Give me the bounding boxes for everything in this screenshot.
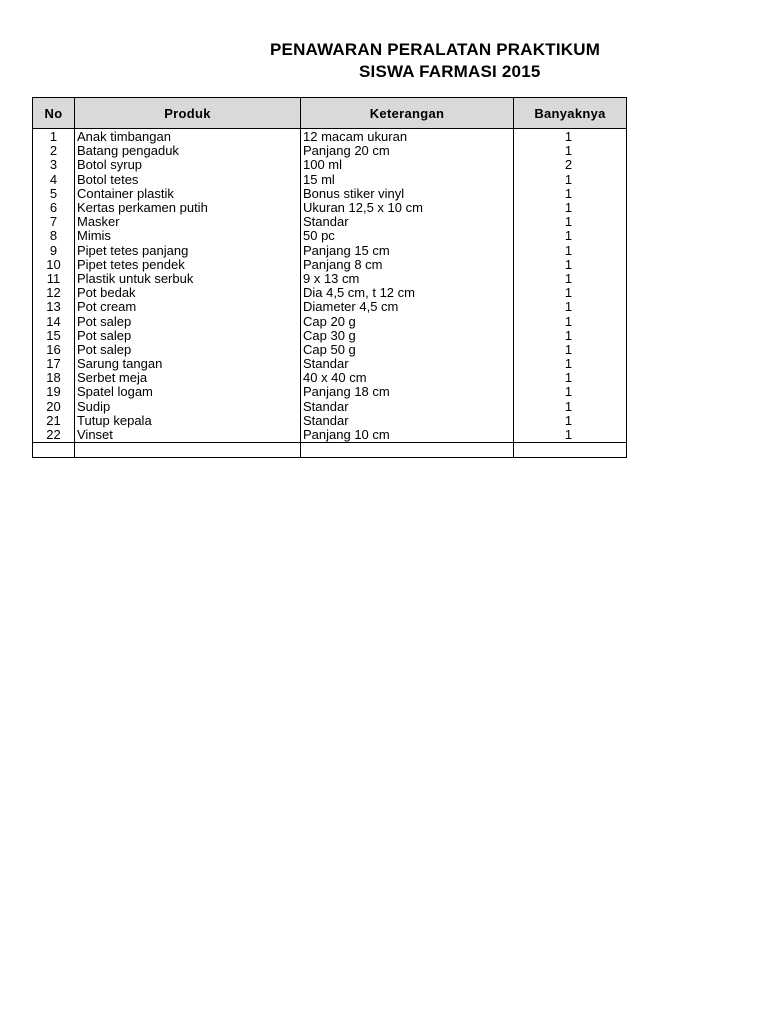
- table-body: [33, 129, 627, 458]
- cell-produk: Pot salep: [75, 314, 301, 328]
- cell-produk: Masker: [75, 215, 301, 229]
- cell-no: 21: [33, 414, 75, 428]
- cell-banyaknya: 1: [514, 428, 627, 443]
- cell-banyaknya: 1: [514, 258, 627, 272]
- cell-produk: Pot salep: [75, 343, 301, 357]
- cell-no: 18: [33, 371, 75, 385]
- cell-banyaknya: 1: [514, 272, 627, 286]
- cell-banyaknya: 1: [514, 371, 627, 385]
- cell-banyaknya: 1: [514, 244, 627, 258]
- cell-produk: Sudip: [75, 400, 301, 414]
- cell-produk: Vinset: [75, 428, 301, 443]
- cell-no: 16: [33, 343, 75, 357]
- cell-produk: Kertas perkamen putih: [75, 201, 301, 215]
- cell-banyaknya: 1: [514, 286, 627, 300]
- cell-no: 17: [33, 357, 75, 371]
- column-header-banyaknya: Banyaknya: [514, 98, 627, 129]
- cell-banyaknya: 1: [514, 414, 627, 428]
- cell-no: 15: [33, 329, 75, 343]
- table-header: [33, 98, 627, 129]
- cell-keterangan: Dia 4,5 cm, t 12 cm: [301, 286, 514, 300]
- table-cell: [33, 443, 75, 458]
- table-row: [33, 329, 627, 343]
- cell-no: 6: [33, 201, 75, 215]
- column-header-no: No: [33, 98, 75, 129]
- table-row: [33, 144, 627, 158]
- cell-keterangan: Cap 20 g: [301, 314, 514, 328]
- product-table: [32, 97, 627, 458]
- cell-produk: Pot cream: [75, 300, 301, 314]
- cell-keterangan: Standar: [301, 400, 514, 414]
- cell-produk: Spatel logam: [75, 385, 301, 399]
- cell-keterangan: 50 pc: [301, 229, 514, 243]
- cell-banyaknya: 1: [514, 129, 627, 145]
- title-line-1: PENAWARAN PERALATAN PRAKTIKUM: [270, 40, 601, 59]
- cell-banyaknya: 1: [514, 300, 627, 314]
- cell-no: 20: [33, 400, 75, 414]
- blank-row: [33, 443, 627, 458]
- table-row: [33, 158, 627, 172]
- cell-produk: Anak timbangan: [75, 129, 301, 145]
- cell-produk: Mimis: [75, 229, 301, 243]
- cell-produk: Botol tetes: [75, 173, 301, 187]
- cell-no: 9: [33, 244, 75, 258]
- table-cell: [514, 443, 627, 458]
- table-row: [33, 428, 627, 443]
- header-row: [33, 98, 627, 129]
- cell-keterangan: 12 macam ukuran: [301, 129, 514, 145]
- cell-produk: Tutup kepala: [75, 414, 301, 428]
- table-row: [33, 314, 627, 328]
- table-row: [33, 414, 627, 428]
- cell-keterangan: Panjang 10 cm: [301, 428, 514, 443]
- cell-produk: Pipet tetes panjang: [75, 244, 301, 258]
- table-row: [33, 343, 627, 357]
- cell-banyaknya: 1: [514, 144, 627, 158]
- cell-banyaknya: 1: [514, 187, 627, 201]
- cell-keterangan: Diameter 4,5 cm: [301, 300, 514, 314]
- cell-keterangan: Panjang 20 cm: [301, 144, 514, 158]
- cell-no: 5: [33, 187, 75, 201]
- cell-banyaknya: 2: [514, 158, 627, 172]
- table-row: [33, 215, 627, 229]
- table-row: [33, 300, 627, 314]
- table-cell: [301, 443, 514, 458]
- cell-banyaknya: 1: [514, 201, 627, 215]
- cell-banyaknya: 1: [514, 343, 627, 357]
- cell-produk: Sarung tangan: [75, 357, 301, 371]
- table-cell: [75, 443, 301, 458]
- cell-produk: Pot bedak: [75, 286, 301, 300]
- cell-no: 10: [33, 258, 75, 272]
- cell-no: 14: [33, 314, 75, 328]
- cell-no: 12: [33, 286, 75, 300]
- cell-no: 8: [33, 229, 75, 243]
- cell-keterangan: Bonus stiker vinyl: [301, 187, 514, 201]
- cell-banyaknya: 1: [514, 229, 627, 243]
- cell-keterangan: Panjang 15 cm: [301, 244, 514, 258]
- cell-no: 2: [33, 144, 75, 158]
- cell-no: 7: [33, 215, 75, 229]
- table-row: [33, 400, 627, 414]
- cell-keterangan: 15 ml: [301, 173, 514, 187]
- cell-produk: Container plastik: [75, 187, 301, 201]
- cell-banyaknya: 1: [514, 329, 627, 343]
- table-row: [33, 258, 627, 272]
- cell-keterangan: Standar: [301, 215, 514, 229]
- table-row: [33, 229, 627, 243]
- cell-banyaknya: 1: [514, 385, 627, 399]
- table-row: [33, 286, 627, 300]
- cell-no: 11: [33, 272, 75, 286]
- cell-no: 3: [33, 158, 75, 172]
- table-row: [33, 173, 627, 187]
- cell-keterangan: 100 ml: [301, 158, 514, 172]
- page-title: [270, 40, 626, 88]
- table-row: [33, 272, 627, 286]
- cell-keterangan: 9 x 13 cm: [301, 272, 514, 286]
- cell-keterangan: Panjang 8 cm: [301, 258, 514, 272]
- title-line-2: SISWA FARMASI 2015: [359, 62, 541, 81]
- table-row: [33, 357, 627, 371]
- cell-keterangan: Ukuran 12,5 x 10 cm: [301, 201, 514, 215]
- cell-produk: Pipet tetes pendek: [75, 258, 301, 272]
- table-row: [33, 201, 627, 215]
- cell-keterangan: Cap 30 g: [301, 329, 514, 343]
- table-row: [33, 385, 627, 399]
- cell-banyaknya: 1: [514, 173, 627, 187]
- cell-keterangan: Standar: [301, 357, 514, 371]
- cell-no: 13: [33, 300, 75, 314]
- table-row: [33, 244, 627, 258]
- table-row: [33, 371, 627, 385]
- cell-keterangan: Standar: [301, 414, 514, 428]
- cell-banyaknya: 1: [514, 314, 627, 328]
- cell-keterangan: 40 x 40 cm: [301, 371, 514, 385]
- column-header-produk: Produk: [75, 98, 301, 129]
- cell-produk: Batang pengaduk: [75, 144, 301, 158]
- cell-no: 4: [33, 173, 75, 187]
- cell-no: 19: [33, 385, 75, 399]
- cell-produk: Serbet meja: [75, 371, 301, 385]
- cell-banyaknya: 1: [514, 400, 627, 414]
- cell-keterangan: Cap 50 g: [301, 343, 514, 357]
- cell-no: 22: [33, 428, 75, 443]
- table-row: [33, 129, 627, 145]
- cell-banyaknya: 1: [514, 215, 627, 229]
- table-row: [33, 187, 627, 201]
- cell-produk: Pot salep: [75, 329, 301, 343]
- cell-produk: Botol syrup: [75, 158, 301, 172]
- cell-keterangan: Panjang 18 cm: [301, 385, 514, 399]
- cell-produk: Plastik untuk serbuk: [75, 272, 301, 286]
- cell-banyaknya: 1: [514, 357, 627, 371]
- cell-no: 1: [33, 129, 75, 145]
- column-header-keterangan: Keterangan: [301, 98, 514, 129]
